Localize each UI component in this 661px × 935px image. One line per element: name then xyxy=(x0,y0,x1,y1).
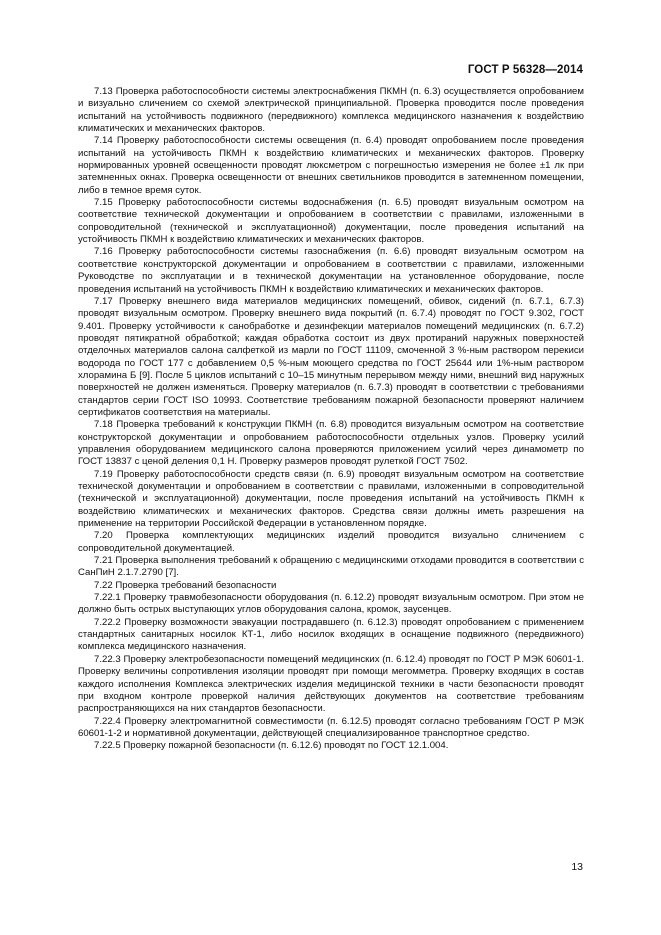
paragraph-7-16: 7.16 Проверку работоспособности системы газоснабжения (п. 6.6) проводят визуальным осмотром на соответствие конструкторской документации и опробованием в соответствии с правилами, изложенными Руководстве по эксплуатации и в технической документации на установленное оборудование, после проведения испытаний на устойчивость ПКМН к воздействию климатических и механических факторов. xyxy=(78,246,584,295)
paragraph-7-20: 7.20 Проверка комплектующих медицинских изделий проводится визуально слничением с сопроводительной документацией. xyxy=(78,530,584,554)
paragraph-7-22-2: 7.22.2 Проверку возможности эвакуации пострадавшего (п. 6.12.3) проводят опробованием с применением стандартных санитарных носилок КТ-1, либо носилок входящих в оснащение подвижного (передвижного) комплекса медицинского назначения. xyxy=(78,616,584,653)
page-number: 13 xyxy=(571,861,583,873)
paragraph-7-14: 7.14 Проверку работоспособности системы освещения (п. 6.4) проводят опробованием после проведения испытаний на устойчивость ПКМН к воздействию климатических и механических факторов. Проверку нормированных уровней освещенности проводят люксметром с погрешностью измерения не более ±1 лк при затемненных окнах. Проверка освещенности от внешних светильников проводится в затемненном помещении, либо в темное время суток. xyxy=(78,135,584,196)
document-id-header: ГОСТ Р 56328—2014 xyxy=(467,64,583,76)
paragraph-7-18: 7.18 Проверка требований к конструкции ПКМН (п. 6.8) проводится визуальным осмотром на соответствие конструкторской документации и опробованием работоспособности отдельных узлов. Проверку усилий управления оборудованием медицинского салона проверяются приложением усилий через динамометр по ГОСТ 13837 с ценой деления 0,1 Н. Проверку размеров проводят рулеткой ГОСТ 7502. xyxy=(78,419,584,468)
paragraph-7-22-3: 7.22.3 Проверку электробезопасности помещений медицинских (п. 6.12.4) проводят по ГОСТ Р МЭК 60601-1. Проверку величины сопротивления изоляции проводят при помощи мегомметра. Проверку входящих в состав каждого исполнения Комплекса электрических изделия медицинской техники в части безопасности проводят при входном контроле проверкой наличия действующих документов на соответствие требованиям распространяющихся на них стандартов безопасности. xyxy=(78,653,584,715)
paragraph-7-17: 7.17 Проверку внешнего вида материалов медицинских помещений, обивок, сидений (п. 6.7.1, 6.7.3) проводят визуальным осмотром. Проверку внешнего вида покрытий (п. 6.7.4) проводят по ГОСТ 9.302, ГОСТ 9.401. Проверку устойчивости к санобработке и дезинфекции материалов помещений медицинских (п. 6.7.2) проводят пятикратной обработкой; каждая обработка состоит из двух протираний наружных поверхностей отделочных материалов салона салфеткой из марли по ГОСТ 11109, смоченной 3 %-ным раствором перекиси водорода по ГОСТ 177 с добавлением 0,5 %-ным моющего средства по ГОСТ 25644 или 1%-ным раствором хлорамина Б [9]. После 5 циклов испытаний с 10–15 минутным перерывом между ними, внешний вид наружных поверхностей не должен изменяться. Проверку материалов (п. 6.7.3) проводят в соответствии с требованиями стандартов серии ГОСТ ISO 10993. Соответствие требованиям пожарной безопасности проверяют наличием сертификатов соответствия на материалы. xyxy=(78,295,584,418)
paragraph-7-22: 7.22 Проверка требований безопасности xyxy=(94,579,277,591)
paragraph-7-21: 7.21 Проверка выполнения требований к обращению с медицинскими отходами проводится в соответствии с СанПиН 2.1.7.2790 [7]. xyxy=(78,555,584,579)
body-text xyxy=(78,86,584,753)
paragraph-7-22-5: 7.22.5 Проверку пожарной безопасности (п. 6.12.6) проводят по ГОСТ 12.1.004. xyxy=(94,740,449,752)
paragraph-7-22-1: 7.22.1 Проверку травмобезопасности оборудования (п. 6.12.2) проводят визуальным осмотром. При этом не должно быть острых выступающих углов оборудования салона, кромок, заусенцев. xyxy=(78,592,584,616)
paragraph-7-19: 7.19 Проверку работоспособности средств связи (п. 6.9) проводят визуальным осмотром на соответствие технической документации и опробованием в соответствии с правилами, изложенными в сопроводительной (технической и эксплуатационной) документации, после проведения испытаний на устойчивость ПКМН к воздействию климатических и механических факторов. Средства связи должны иметь разрешения на применение на территории Российской Федерации в установленном порядке. xyxy=(78,468,584,530)
paragraph-7-13: 7.13 Проверка работоспособности системы электроснабжения ПКМН (п. 6.3) осуществляется опробованием и визуально сличением со схемой электрической принципиальной. Проверка проводится после проведения испытаний на устойчивость подвижного (передвижного) комплекса медицинского назначения к воздействию климатических и механических факторов. xyxy=(78,86,584,135)
paragraph-7-15: 7.15 Проверку работоспособности системы водоснабжения (п. 6.5) проводят визуальным осмотром на соответствие технической документации и опробованием в соответствии с правилами, изложенными в сопроводительной (технической и эксплуатационной) документации, после проведения испытаний на устойчивость ПКМН к воздействию климатических и механических факторов. xyxy=(78,197,584,246)
paragraph-7-22-4: 7.22.4 Проверку электромагнитной совместимости (п. 6.12.5) проводят согласно требованиям ГОСТ Р МЭК 60601-1-2 и нормативной документации, действующей специализированное транспортное средство. xyxy=(78,715,584,739)
